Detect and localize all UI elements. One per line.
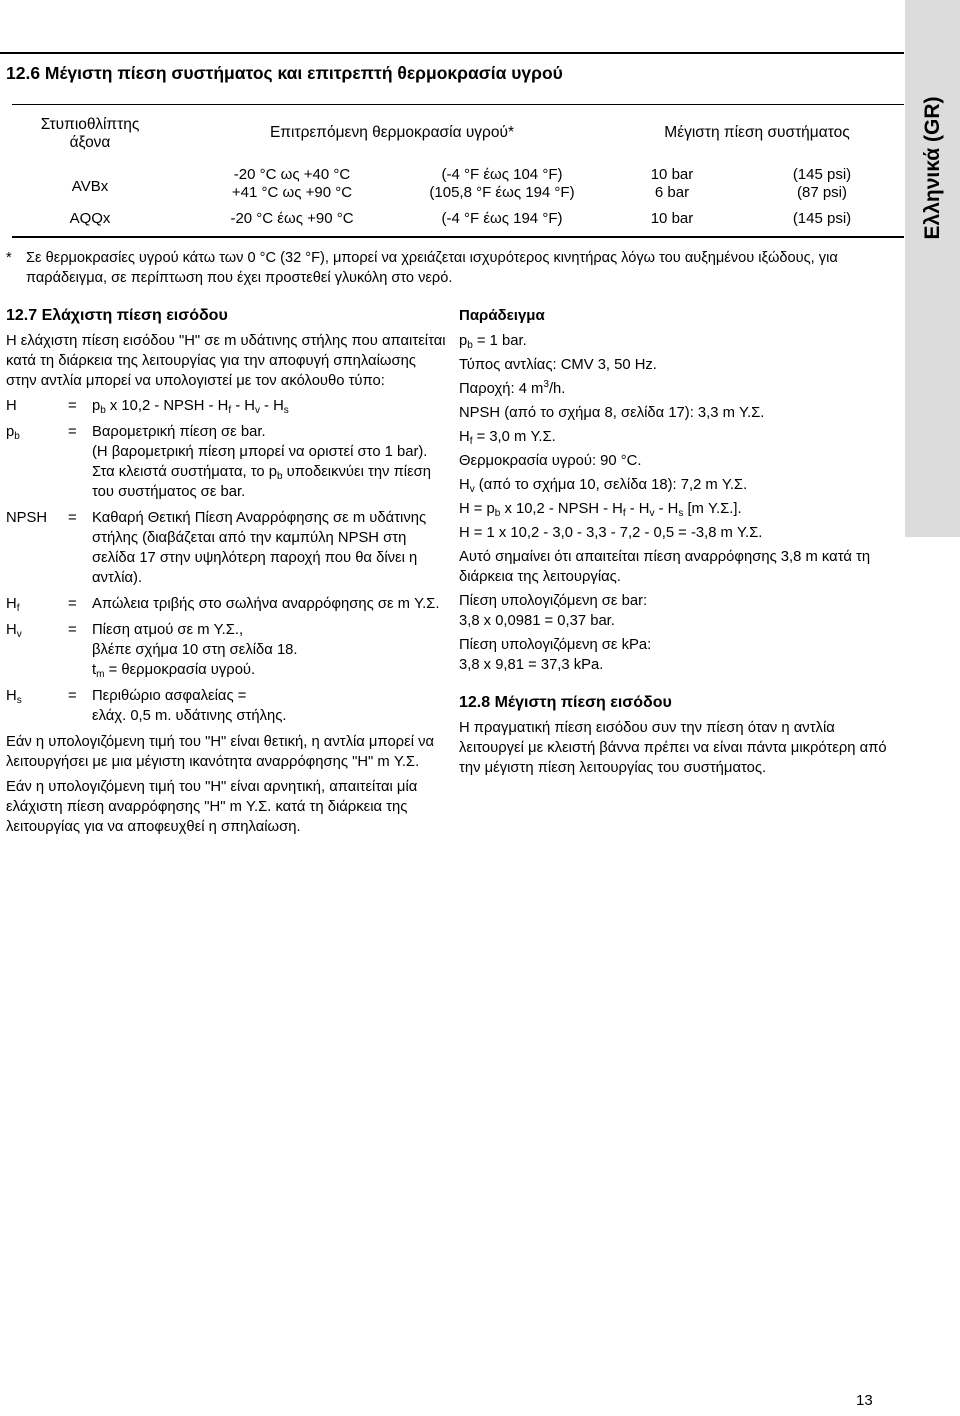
definition-hs-eq: = [68,688,77,704]
footnote-star: * [6,250,12,266]
footnote-text: Σε θερμοκρασίες υγρού κάτω των 0 °C (32 °F), μπορεί να χρειάζεται ισχυρότερος κινητήρας λόγω του αυξημένου ιξώδους, για παράδειγμα, σε περίπτωση που έχει προστεθεί γλυκόλη στο νερό. [26,250,838,286]
section-12-7-title: 12.7 Ελάχιστη πίεση εισόδου [6,307,228,324]
pb-line-3c: υποδεικνύει την πίεση του συστήματος σε bar. [92,464,432,500]
pb-line-3-sub: b [276,471,283,482]
ex-l8e: - H [625,501,650,517]
ex-l7a: H [459,477,470,493]
ex-l5a: H [459,429,470,445]
ex-l1a: p [459,333,468,349]
definition-hv-symbol [6,620,68,680]
ex-l8a: H = p [459,501,495,517]
hv-symbol-sub: v [16,629,22,640]
hf-symbol-h: H [6,596,17,612]
ex-l8-sub-v: v [649,508,655,519]
row-avbx-temp-f-1: (-4 °F έως 104 °F) [441,166,563,183]
definition-npsh-symbol: NPSH [6,510,48,526]
row-aqqx-psi: (145 psi) [792,210,852,227]
definition-npsh-eq: = [68,510,77,526]
example-line-3 [459,379,899,399]
formula-p: p [92,398,101,414]
header-pressure: Μέγιστη πίεση συστήματος [664,124,850,141]
hv-line-3 [92,660,446,680]
header-shaft-seal-line-2: άξονα [69,134,111,151]
example-line-11: Πίεση υπολογιζόμενη σε bar: [459,593,648,609]
example-line-13: Πίεση υπολογιζόμενη σε kPa: [459,637,652,653]
formula-eq: = [68,398,77,414]
definition-hv-eq: = [68,622,77,638]
definition-hs-symbol [6,686,68,726]
row-avbx-temp-c-2: +41 °C ως +90 °C [231,184,353,201]
row-aqqx-temp-c: -20 °C έως +90 °C [230,210,354,227]
formula-sub-f: f [228,405,232,416]
example-line-1 [459,331,899,351]
row-avbx-psi [772,166,872,202]
pb-line-1: Βαρομετρική πίεση σε bar. [92,424,266,440]
ex-l8-sub-b: b [494,508,501,519]
ex-l7-sub: v [469,484,475,495]
example-line-5 [459,427,899,447]
example-line-4: NPSH (από το σχήμα 8, σελίδα 17): 3,3 m Υ.Σ. [459,405,765,421]
ex-l8i: [m Υ.Σ.]. [683,501,742,517]
example-title: Παράδειγμα [459,307,545,324]
formula-mid: x 10,2 - NPSH - H [105,398,229,414]
top-rule [0,52,904,54]
ex-l1-sub: b [467,340,473,351]
definition-npsh [6,508,446,588]
negative-result-text: Εάν η υπολογιζόμενη τιμή του "H" είναι αρνητική, απαιτείται μία ελάχιστη πίεση αναρρόφησης "H" m Υ.Σ. κατά τη διάρκεια της λειτουργίας για να αποφευχθεί η σπηλαίωση. [6,779,418,835]
ex-l7c: (από το σχήμα 10, σελίδα 18): 7,2 m Υ.Σ. [474,477,748,493]
ex-l3a: Παροχή: 4 m [459,381,544,397]
hs-line-1: Περιθώριο ασφαλείας = [92,688,247,704]
definition-pb-text [92,422,446,502]
section-12-6-title: 12.6 Μέγιστη πίεση συστήματος και επιτρεπτή θερμοκρασία υγρού [6,63,563,83]
definition-hs-text [92,686,446,726]
ex-l1c: = 1 bar. [472,333,527,349]
table-bottom-rule [12,236,904,238]
definition-pb [6,422,446,502]
row-aqqx-bar: 10 bar [650,210,694,227]
formula-sub-b: b [100,405,106,416]
hs-symbol-h: H [6,688,17,704]
hv-line-3c: = θερμοκρασία υγρού. [104,662,256,678]
hv-line-2: βλέπε σχήμα 10 στη σελίδα 18. [92,642,298,658]
definition-hf [6,594,446,614]
hv-line-3a: t [92,662,97,678]
row-avbx-seal: AVBx [71,178,109,195]
row-aqqx-seal: AQQx [69,210,111,227]
row-avbx-temp-f [402,166,602,202]
language-tab-label: Ελληνικά (GR) [920,96,944,240]
pb-line-2: (Η βαρομετρική πίεση μπορεί να οριστεί στο 1 bar). [92,444,428,460]
pb-line-3a: Στα κλειστά συστήματα, το p [92,464,277,480]
pb-symbol-sub: b [14,431,20,442]
positive-result-text: Εάν η υπολογιζόμενη τιμή του "H" είναι θετική, η αντλία μπορεί να λειτουργήσει με μια μέγιστη ικανότητα αναρρόφησης "H" m Υ.Σ. [6,734,435,770]
definition-hf-eq: = [68,596,77,612]
example-line-7 [459,475,899,495]
hs-symbol-sub: s [16,695,22,706]
formula-sub-s: s [283,405,289,416]
ex-l3-sup: 3 [543,379,549,390]
ex-l3c: /h. [548,381,566,397]
row-avbx-temp-c-1: -20 °C ως +40 °C [233,166,351,183]
example-line-2: Τύπος αντλίας: CMV 3, 50 Hz. [459,357,657,373]
row-aqqx-temp-f: (-4 °F έως 194 °F) [441,210,563,227]
definition-hs [6,686,446,726]
row-avbx-temp-f-2: (105,8 °F έως 194 °F) [429,184,575,201]
definition-hf-symbol [6,594,68,614]
definition-hv [6,620,446,680]
example-line-14: 3,8 x 9,81 = 37,3 kPa. [459,657,604,673]
formula-dash-2: - H [259,398,284,414]
table-top-rule [12,104,904,105]
ex-l8c: x 10,2 - NPSH - H [500,501,623,517]
definition-npsh-text: Καθαρή Θετική Πίεση Αναρρόφησης σε m υδάτινης στήλης (διαβάζεται από την καμπύλη NPSH στη σελίδα 17 στην υψηλότερη παροχή που θα δίνει η αντλία). [92,510,427,586]
hv-symbol-h: H [6,622,17,638]
formula-text [92,396,446,416]
row-avbx-psi-1: (145 psi) [792,166,852,183]
pb-symbol-p: p [6,424,15,440]
hv-line-1: Πίεση ατμού σε m Υ.Σ., [92,622,244,638]
page-number: 13 [856,1392,873,1409]
row-avbx-bar [622,166,722,202]
formula-dash-1: - H [231,398,255,414]
section-12-7-intro: Η ελάχιστη πίεση εισόδου "H" σε m υδάτινης στήλης που απαιτείται κατά τη διάρκεια της λειτουργίας για την αποφυγή σπηλαίωσης στην αντλία μπορεί να υπολογιστεί με τον ακόλουθο τύπο: [6,333,446,389]
hf-symbol-sub: f [16,603,20,614]
section-12-8-title: 12.8 Μέγιστη πίεση εισόδου [459,694,672,711]
definition-pb-symbol [6,422,68,502]
header-shaft-seal [30,116,150,152]
row-avbx-psi-2: (87 psi) [796,184,848,201]
example-line-10: Αυτό σημαίνει ότι απαιτείται πίεση αναρρόφησης 3,8 m κατά τη διάρκεια της λειτουργίας. [459,549,871,585]
example-line-8 [459,499,899,519]
ex-l5-sub: f [469,436,473,447]
example-line-12: 3,8 x 0,0981 = 0,37 bar. [459,613,615,629]
definition-hv-text [92,620,446,680]
ex-l8g: - H [654,501,679,517]
header-temperature: Επιτρεπόμενη θερμοκρασία υγρού* [269,124,515,141]
row-avbx-bar-1: 10 bar [650,166,694,183]
example-column [459,306,899,778]
formula-row [6,396,446,416]
row-avbx-bar-2: 6 bar [654,184,690,201]
definition-hf-text: Απώλεια τριβής στο σωλήνα αναρρόφησης σε m Υ.Σ. [92,596,440,612]
pb-line-3 [92,462,446,502]
formula-sub-v: v [254,405,260,416]
language-tab [905,0,960,537]
section-12-8-text: Η πραγματική πίεση εισόδου συν την πίεση όταν η αντλία λειτουργεί με κλειστή βάννα πρέπει να είναι πάντα μικρότερη από την μέγιστη πίεση λειτουργίας του συστήματος. [459,720,887,776]
ex-l5c: = 3,0 m Υ.Σ. [472,429,556,445]
header-shaft-seal-line-1: Στυπιοθλίπτης [40,116,140,133]
hs-line-2: ελάχ. 0,5 m. υδάτινης στήλης. [92,708,287,724]
hv-line-3-sub: m [96,669,105,680]
formula-symbol: H [6,398,17,414]
row-avbx-temp-c [197,166,387,202]
definition-pb-eq: = [68,424,77,440]
section-12-7 [6,306,446,837]
ex-l8-sub-f: f [622,508,626,519]
example-line-9: H = 1 x 10,2 - 3,0 - 3,3 - 7,2 - 0,5 = -3,8 m Υ.Σ. [459,525,763,541]
ex-l8-sub-s: s [678,508,684,519]
example-line-6: Θερμοκρασία υγρού: 90 °C. [459,453,642,469]
